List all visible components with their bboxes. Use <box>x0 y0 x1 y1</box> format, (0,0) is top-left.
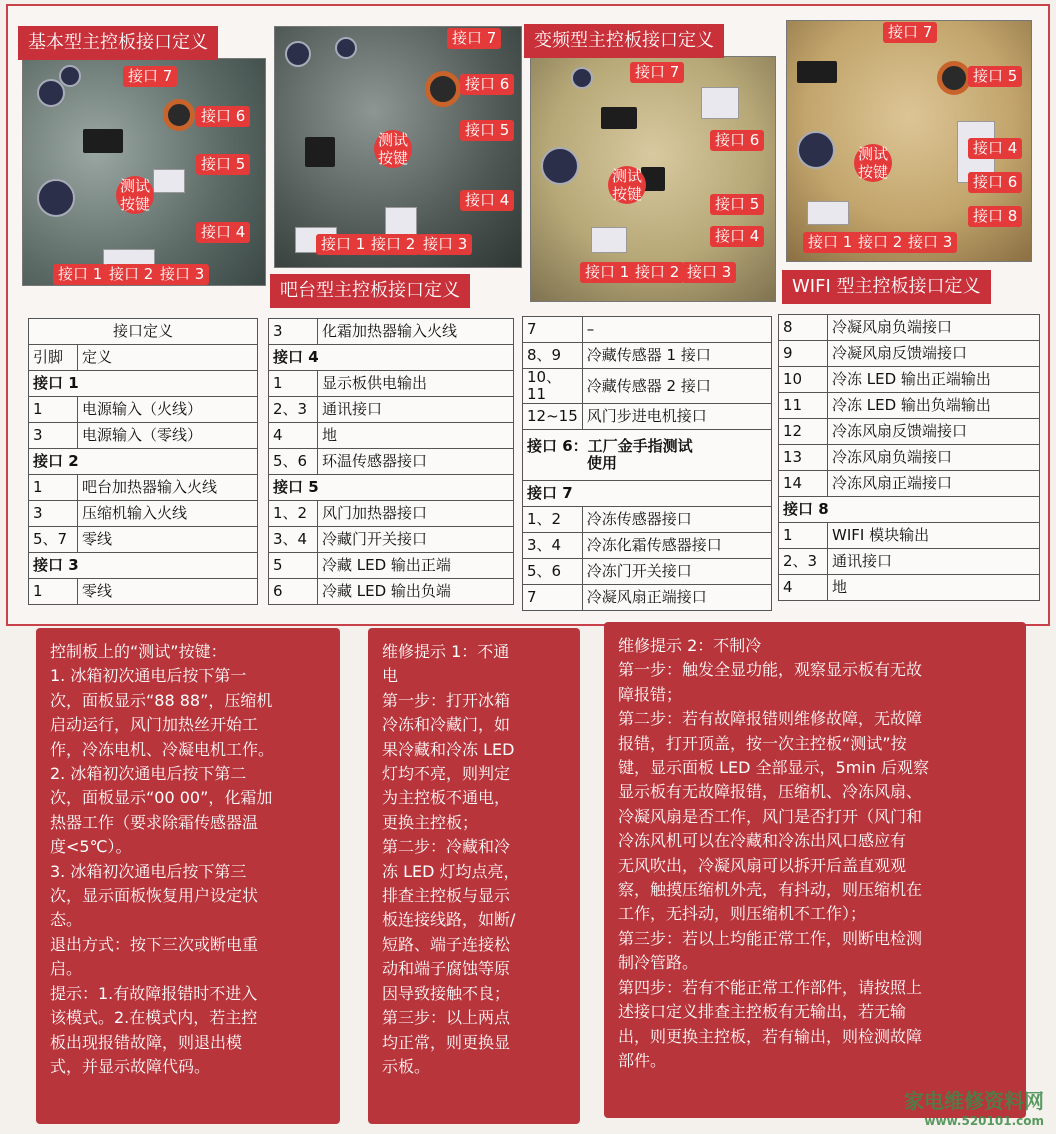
port-label: 接口 4 <box>968 138 1022 159</box>
table-row <box>523 369 772 404</box>
definition-cell: 冷冻传感器接口 <box>582 507 771 533</box>
test-button-marker: 测试按键 <box>374 130 412 168</box>
interface-section <box>523 430 772 481</box>
definition-cell: – <box>582 317 771 343</box>
note-line: 键，显示面板 LED 全部显示，5min 后观察 <box>618 758 929 778</box>
note-line: 报错，打开顶盖，按一次主控板“测试”按 <box>618 733 907 753</box>
table-row <box>29 371 258 397</box>
pin-cell: 2、3 <box>779 549 828 575</box>
table-row <box>269 319 514 345</box>
definition-cell: 环温传感器接口 <box>318 449 514 475</box>
interface-table-4 <box>778 314 1040 601</box>
interface-section: 接口 7 <box>523 481 772 507</box>
pin-cell: 3 <box>29 423 78 449</box>
note-line: 次，面板显示“88 88”，压缩机 <box>50 690 273 710</box>
table-header: 接口定义 <box>29 319 258 345</box>
note-line: 热器工作（要求除霜传感器温 <box>50 812 259 832</box>
note-line: 退出方式：按下三次或断电重 <box>50 934 259 954</box>
definition-cell: WIFI 模块输出 <box>828 523 1040 549</box>
pin-cell: 引脚 <box>29 345 78 371</box>
note-line: 第三步：若以上均能正常工作，则断电检测 <box>618 928 923 948</box>
note-line: 果冷藏和冷冻 LED <box>382 739 515 759</box>
pin-cell: 8 <box>779 315 828 341</box>
pin-cell: 7 <box>523 317 583 343</box>
note-line: 启动运行，风门加热丝开始工 <box>50 715 259 735</box>
note-line: 第二步：若有故障报错则维修故障，无故障 <box>618 709 923 729</box>
definition-cell: 零线 <box>78 579 258 605</box>
port-label: 接口 2 <box>104 264 158 285</box>
table-row <box>29 423 258 449</box>
pin-cell: 10 <box>779 367 828 393</box>
table-row <box>29 449 258 475</box>
pin-cell: 4 <box>269 423 318 449</box>
pin-cell: 1 <box>29 579 78 605</box>
port-label: 接口 1 <box>53 264 107 285</box>
table-row <box>523 481 772 507</box>
note-line: 启。 <box>50 959 83 979</box>
section-line: 接口 6：工厂金手指测试 <box>527 437 693 455</box>
table-row <box>523 559 772 585</box>
note-line: 冷凝风扇是否工作，风门是否打开（风门和 <box>618 806 923 826</box>
table-row <box>523 533 772 559</box>
port-label: 接口 6 <box>196 106 250 127</box>
port-label: 接口 3 <box>418 234 472 255</box>
port-label: 接口 3 <box>682 262 736 283</box>
note-line: 电 <box>382 666 399 686</box>
interface-table-2 <box>268 318 514 605</box>
pin-cell: 1 <box>779 523 828 549</box>
pin-cell: 5、7 <box>29 527 78 553</box>
pin-cell: 9 <box>779 341 828 367</box>
port-label: 接口 1 <box>803 232 857 253</box>
note-line: 2. 冰箱初次通电后按下第二 <box>50 764 247 784</box>
table-row <box>29 527 258 553</box>
definition-cell: 冷冻化霜传感器接口 <box>582 533 771 559</box>
definition-cell: 化霜加热器输入火线 <box>318 319 514 345</box>
definition-cell: 冷冻风扇正端接口 <box>828 471 1040 497</box>
note-line: 该模式。2.在模式内，若主控 <box>50 1008 258 1028</box>
interface-table-3 <box>522 316 772 611</box>
pin-cell: 8、9 <box>523 343 583 369</box>
port-label: 接口 4 <box>196 222 250 243</box>
note-line: 为主控板不通电， <box>382 788 511 808</box>
table-row <box>269 579 514 605</box>
table-row <box>29 397 258 423</box>
bar-board-title: 吧台型主控板接口定义 <box>270 274 470 308</box>
definition-cell: 压缩机输入火线 <box>78 501 258 527</box>
port-label: 接口 1 <box>580 262 634 283</box>
definition-cell: 电源输入（零线） <box>78 423 258 449</box>
definition-cell: 风门步进电机接口 <box>582 404 771 430</box>
table-row <box>29 345 258 371</box>
note-line: 次，面板显示“00 00”，化霜加 <box>50 788 273 808</box>
test-button-marker: 测试按键 <box>116 176 154 214</box>
note-line: 板出现报错故障，则退出模 <box>50 1032 243 1052</box>
note-line: 1. 冰箱初次通电后按下第一 <box>50 666 247 686</box>
port-label: 接口 1 <box>316 234 370 255</box>
table-row <box>29 319 258 345</box>
note-line: 维修提示 1：不通 <box>382 642 510 661</box>
pin-cell: 2、3 <box>269 397 318 423</box>
pin-cell: 3、4 <box>523 533 583 559</box>
pin-cell: 1、2 <box>269 501 318 527</box>
table-row <box>523 404 772 430</box>
definition-cell: 显示板供电输出 <box>318 371 514 397</box>
port-label: 接口 2 <box>853 232 907 253</box>
note-line: 出，则更换主控板，若有输出，则检测故障 <box>618 1026 923 1046</box>
port-label: 接口 7 <box>123 66 177 87</box>
pin-cell: 1 <box>269 371 318 397</box>
note-line: 冷冻和冷藏门，如 <box>382 715 511 735</box>
test-button-note <box>36 628 340 1124</box>
pin-cell: 14 <box>779 471 828 497</box>
note-line: 动和端子腐蚀等原 <box>382 959 511 979</box>
definition-cell: 定义 <box>78 345 258 371</box>
table-row <box>523 585 772 611</box>
section-line: 使用 <box>587 454 618 472</box>
pin-cell: 1 <box>29 475 78 501</box>
table-row <box>779 341 1040 367</box>
port-label: 接口 6 <box>968 172 1022 193</box>
pin-cell: 11 <box>779 393 828 419</box>
definition-cell: 冷冻 LED 输出正端输出 <box>828 367 1040 393</box>
pin-cell: 13 <box>779 445 828 471</box>
note-line: 第三步：以上两点 <box>382 1008 511 1028</box>
pin-cell: 3、4 <box>269 527 318 553</box>
note-line: 度<5℃）。 <box>50 837 132 857</box>
repair-tip-1-note <box>368 628 580 1124</box>
note-line: 第四步：若有不能正常工作部件，请按照上 <box>618 977 923 997</box>
note-line: 提示：1.有故障报错时不进入 <box>50 983 258 1003</box>
pin-cell: 6 <box>269 579 318 605</box>
table-row <box>779 549 1040 575</box>
definition-cell: 冷冻门开关接口 <box>582 559 771 585</box>
interface-section: 接口 8 <box>779 497 1040 523</box>
definition-cell: 冷凝风扇负端接口 <box>828 315 1040 341</box>
table-row <box>269 449 514 475</box>
port-label: 接口 4 <box>710 226 764 247</box>
note-line: 式，并显示故障代码。 <box>50 1056 211 1076</box>
definition-cell: 冷藏传感器 1 接口 <box>582 343 771 369</box>
port-label: 接口 5 <box>196 154 250 175</box>
definition-cell: 冷藏 LED 输出正端 <box>318 553 514 579</box>
interface-section: 接口 3 <box>29 553 258 579</box>
table-row <box>29 579 258 605</box>
port-label: 接口 8 <box>968 206 1022 227</box>
definition-cell: 冷冻 LED 输出负端输出 <box>828 393 1040 419</box>
note-line: 工作，无抖动，则压缩机不工作）； <box>618 904 867 924</box>
table-row <box>269 397 514 423</box>
port-label: 接口 2 <box>366 234 420 255</box>
interface-table-1 <box>28 318 258 605</box>
table-row <box>269 423 514 449</box>
pin-cell: 7 <box>523 585 583 611</box>
note-line: 板连接线路，如断/ <box>382 910 516 930</box>
note-line: 察，触摸压缩机外壳，有抖动，则压缩机在 <box>618 880 923 900</box>
pin-cell: 5 <box>269 553 318 579</box>
table-row <box>269 501 514 527</box>
pin-cell: 3 <box>29 501 78 527</box>
definition-cell: 电源输入（火线） <box>78 397 258 423</box>
note-line: 第二步：冷藏和冷 <box>382 837 511 857</box>
definition-cell: 冷冻风扇负端接口 <box>828 445 1040 471</box>
table-row <box>523 507 772 533</box>
definition-cell: 通讯接口 <box>318 397 514 423</box>
note-line: 障报错； <box>618 684 683 704</box>
table-row <box>779 523 1040 549</box>
port-label: 接口 6 <box>460 74 514 95</box>
note-line: 均正常，则更换显 <box>382 1032 511 1052</box>
port-label: 接口 2 <box>630 262 684 283</box>
table-row <box>779 419 1040 445</box>
table-row <box>523 430 772 481</box>
note-line: 次，显示面板恢复用户设定状 <box>50 886 259 906</box>
port-label: 接口 7 <box>630 62 684 83</box>
note-line: 作，冷冻电机、冷凝电机工作。 <box>50 739 275 759</box>
port-label: 接口 7 <box>883 22 937 43</box>
interface-section: 接口 1 <box>29 371 258 397</box>
table-row <box>779 367 1040 393</box>
note-line: 第一步：触发全显功能，观察显示板有无故 <box>618 660 923 680</box>
table-row <box>269 345 514 371</box>
port-label: 接口 7 <box>447 28 501 49</box>
table-row <box>779 445 1040 471</box>
definition-cell: 通讯接口 <box>828 549 1040 575</box>
note-line: 部件。 <box>618 1050 667 1070</box>
note-line: 第一步：打开冰箱 <box>382 690 511 710</box>
interface-section: 接口 4 <box>269 345 514 371</box>
definition-cell: 零线 <box>78 527 258 553</box>
pin-cell: 1 <box>29 397 78 423</box>
note-line: 显示板有无故障报错，压缩机、冷冻风扇、 <box>618 782 923 802</box>
definition-cell: 冷藏 LED 输出负端 <box>318 579 514 605</box>
watermark-name: 家电维修资料网 <box>904 1089 1044 1113</box>
watermark-url: www.520101.com <box>924 1114 1044 1128</box>
pin-cell: 12~15 <box>523 404 583 430</box>
test-button-marker: 测试按键 <box>854 144 892 182</box>
note-line: 无风吹出，冷凝风扇可以拆开后盖直观观 <box>618 855 907 875</box>
definition-cell: 冷藏传感器 2 接口 <box>582 369 771 404</box>
note-line: 维修提示 2：不制冷 <box>618 636 762 655</box>
pin-cell: 3 <box>269 319 318 345</box>
table-row <box>29 553 258 579</box>
watermark <box>904 1085 1044 1128</box>
note-line: 更换主控板； <box>382 812 479 832</box>
definition-cell: 冷藏门开关接口 <box>318 527 514 553</box>
inverter-board-title: 变频型主控板接口定义 <box>524 24 724 58</box>
definition-cell: 地 <box>828 575 1040 601</box>
port-label: 接口 3 <box>155 264 209 285</box>
note-line: 冻 LED 灯均点亮， <box>382 861 520 881</box>
note-line: 控制板上的“测试”按键： <box>50 642 227 661</box>
table-row <box>523 343 772 369</box>
test-button-marker: 测试按键 <box>608 166 646 204</box>
note-line: 灯均不亮，则判定 <box>382 764 511 784</box>
definition-cell: 冷冻风扇反馈端接口 <box>828 419 1040 445</box>
port-label: 接口 5 <box>710 194 764 215</box>
table-row <box>779 471 1040 497</box>
note-line: 3. 冰箱初次通电后按下第三 <box>50 861 247 881</box>
port-label: 接口 5 <box>968 66 1022 87</box>
interface-section: 接口 5 <box>269 475 514 501</box>
table-row <box>779 315 1040 341</box>
definition-cell: 冷凝风扇反馈端接口 <box>828 341 1040 367</box>
pin-cell: 1、2 <box>523 507 583 533</box>
table-row <box>779 393 1040 419</box>
interface-section: 接口 2 <box>29 449 258 475</box>
port-label: 接口 5 <box>460 120 514 141</box>
port-label: 接口 6 <box>710 130 764 151</box>
note-line: 因导致接触不良； <box>382 983 511 1003</box>
note-line: 制冷管路。 <box>618 953 699 973</box>
pin-cell: 12 <box>779 419 828 445</box>
table-row <box>779 497 1040 523</box>
table-row <box>29 501 258 527</box>
port-label: 接口 4 <box>460 190 514 211</box>
note-line: 短路、端子连接松 <box>382 934 511 954</box>
table-row <box>269 371 514 397</box>
table-row <box>269 475 514 501</box>
definition-cell: 风门加热器接口 <box>318 501 514 527</box>
wifi-board-title: WIFI 型主控板接口定义 <box>782 270 991 304</box>
definition-cell: 吧台加热器输入火线 <box>78 475 258 501</box>
note-line: 述接口定义排查主控板有无输出，若无输 <box>618 1002 907 1022</box>
table-row <box>269 527 514 553</box>
note-line: 排查主控板与显示 <box>382 886 511 906</box>
table-row <box>523 317 772 343</box>
note-line: 态。 <box>50 910 83 930</box>
pin-cell: 5、6 <box>269 449 318 475</box>
definition-cell: 地 <box>318 423 514 449</box>
definition-cell: 冷凝风扇正端接口 <box>582 585 771 611</box>
port-label: 接口 3 <box>903 232 957 253</box>
pin-cell: 4 <box>779 575 828 601</box>
pin-cell: 10、11 <box>523 369 583 404</box>
repair-tip-2-note <box>604 622 1026 1118</box>
table-row <box>779 575 1040 601</box>
note-line: 示板。 <box>382 1056 431 1076</box>
table-row <box>29 475 258 501</box>
pin-cell: 5、6 <box>523 559 583 585</box>
table-row <box>269 553 514 579</box>
note-line: 冷冻风机可以在冷藏和冷冻出风口感应有 <box>618 831 907 851</box>
basic-board-title: 基本型主控板接口定义 <box>18 26 218 60</box>
